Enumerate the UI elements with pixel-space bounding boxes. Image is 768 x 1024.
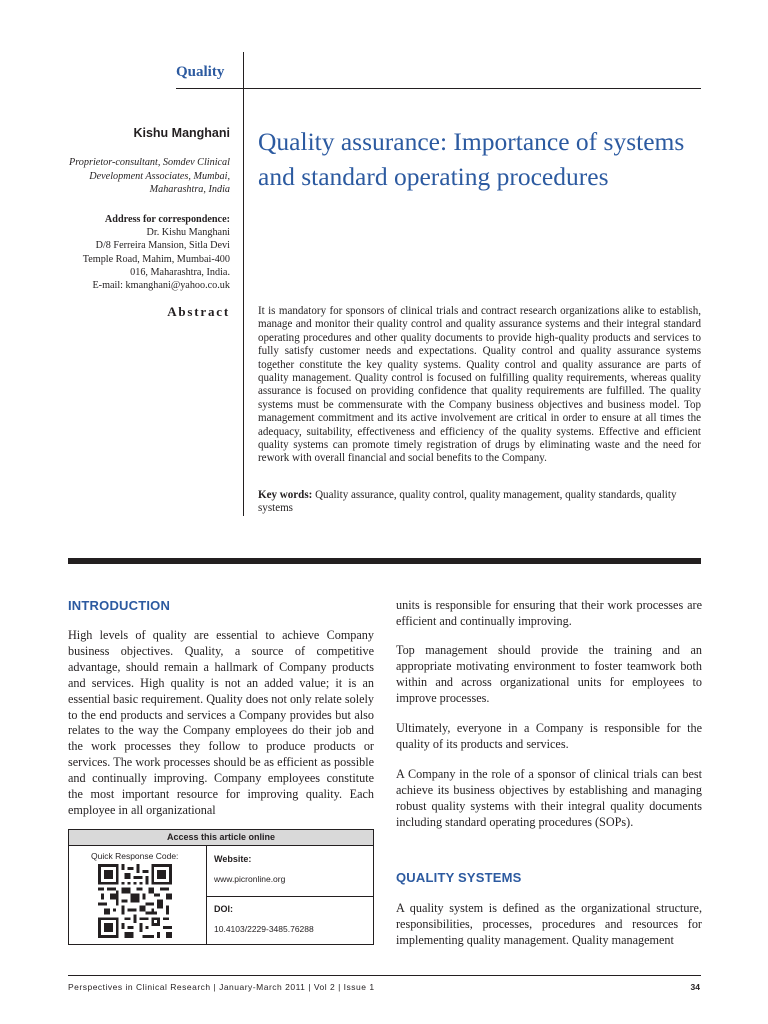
address-line: D/8 Ferreira Mansion, Sitla Devi xyxy=(95,240,230,252)
quality-systems-heading: QUALITY SYSTEMS xyxy=(396,870,522,885)
introduction-heading: INTRODUCTION xyxy=(68,598,171,613)
body-paragraph: A quality system is defined as the organizational structure, responsibilities, processes, procedures and resources for implementing quality management. Quality management xyxy=(396,901,702,947)
access-box-title: Access this article online xyxy=(69,830,373,846)
keywords-label: Key words: xyxy=(258,489,313,501)
correspondence-address xyxy=(45,213,230,292)
abstract-label: Abstract xyxy=(167,304,230,319)
access-article-box xyxy=(68,829,374,945)
journal-citation: Perspectives in Clinical Research | January-March 2011 | Vol 2 | Issue 1 xyxy=(68,982,375,992)
column-divider xyxy=(243,52,244,516)
keywords-text: Quality assurance, quality control, quality management, quality standards, quality systems xyxy=(258,489,677,515)
page-number: 34 xyxy=(690,982,700,992)
address-email[interactable]: E-mail: kmanghani@yahoo.co.uk xyxy=(92,280,230,292)
qr-code-icon[interactable] xyxy=(98,864,172,938)
address-line: 016, Maharashtra, India. xyxy=(130,266,230,278)
address-label: Address for correspondence: xyxy=(104,214,230,225)
body-paragraph: A Company in the role of a sponsor of clinical trials can best achieve its business objectives by establishing and managing robust quality systems with their integral quality documents including standard operating procedures (SOPs). xyxy=(396,767,702,829)
body-paragraph: units is responsible for ensuring that their work processes are efficient and continually improving. xyxy=(396,598,702,628)
address-name: Dr. Kishu Manghani xyxy=(146,227,230,239)
website-link[interactable]: www.picronline.org xyxy=(214,874,286,884)
keywords xyxy=(258,489,701,516)
section-divider xyxy=(68,558,701,564)
author-name: Kishu Manghani xyxy=(133,126,230,140)
box-divider xyxy=(206,896,373,897)
introduction-paragraph: High levels of quality are essential to achieve Company business objectives. Quality, a source of competitive advantage, should remain a hallmark of Company products and services. High quality is not an added value; it is an essential basic requirement. Quality does not only relate solely to the end products and services a Company provides but also relates to the way the Company employees do their job and the work processes they follow to produce products or services. The work processes should be as efficient as possible and continually improving. Company employees constitute the most important resource for improving quality. Each employee in all organizational xyxy=(68,628,374,817)
header-rule xyxy=(176,88,701,89)
footer-rule xyxy=(68,975,701,976)
body-paragraph: Top management should provide the training and an appropriate motivating environment to foster teamwork both within and across organizational units for employees to improve processes. xyxy=(396,643,702,705)
box-divider xyxy=(206,846,207,944)
address-line: Temple Road, Mahim, Mumbai-400 xyxy=(82,253,230,265)
section-label: Quality xyxy=(176,64,225,80)
author-affiliation: Proprietor-consultant, Somdev Clinical Development Associates, Mumbai, Maharashtra, India xyxy=(69,157,230,195)
article-title: Quality assurance: Importance of systems and standard operating procedures xyxy=(258,127,685,191)
qr-label: Quick Response Code: xyxy=(91,851,179,861)
website-label: Website: xyxy=(214,854,252,864)
doi-link[interactable]: 10.4103/2229-3485.76288 xyxy=(214,924,314,934)
abstract-text: It is mandatory for sponsors of clinical trials and contract research organizations alike to establish, manage and monitor their quality control and quality assurance systems and their integral standard operating procedures and other quality documents to provide high-quality products and services to fully satisfy customer needs and expectations. Quality control and quality assurance systems together constitute the key quality systems. Quality control and quality assurance are parts of quality management. Quality control is focused on fulfilling quality requirements, whereas quality assurance is focused on providing confidence that quality requirements are fulfilled. The quality systems must be commensurate with the Company business objectives and business model. Top management commitment and its active involvement are critical in order to ensure at all times the adequacy, suitability, effectiveness and efficiency of the quality systems. Effective and efficient quality systems can promote timely registration of drugs by eliminating waste and the need for rework with overall financial and social benefits to the Company. xyxy=(258,305,701,465)
body-paragraph: Ultimately, everyone in a Company is responsible for the quality of its products and services. xyxy=(396,721,702,751)
doi-label: DOI: xyxy=(214,904,233,914)
